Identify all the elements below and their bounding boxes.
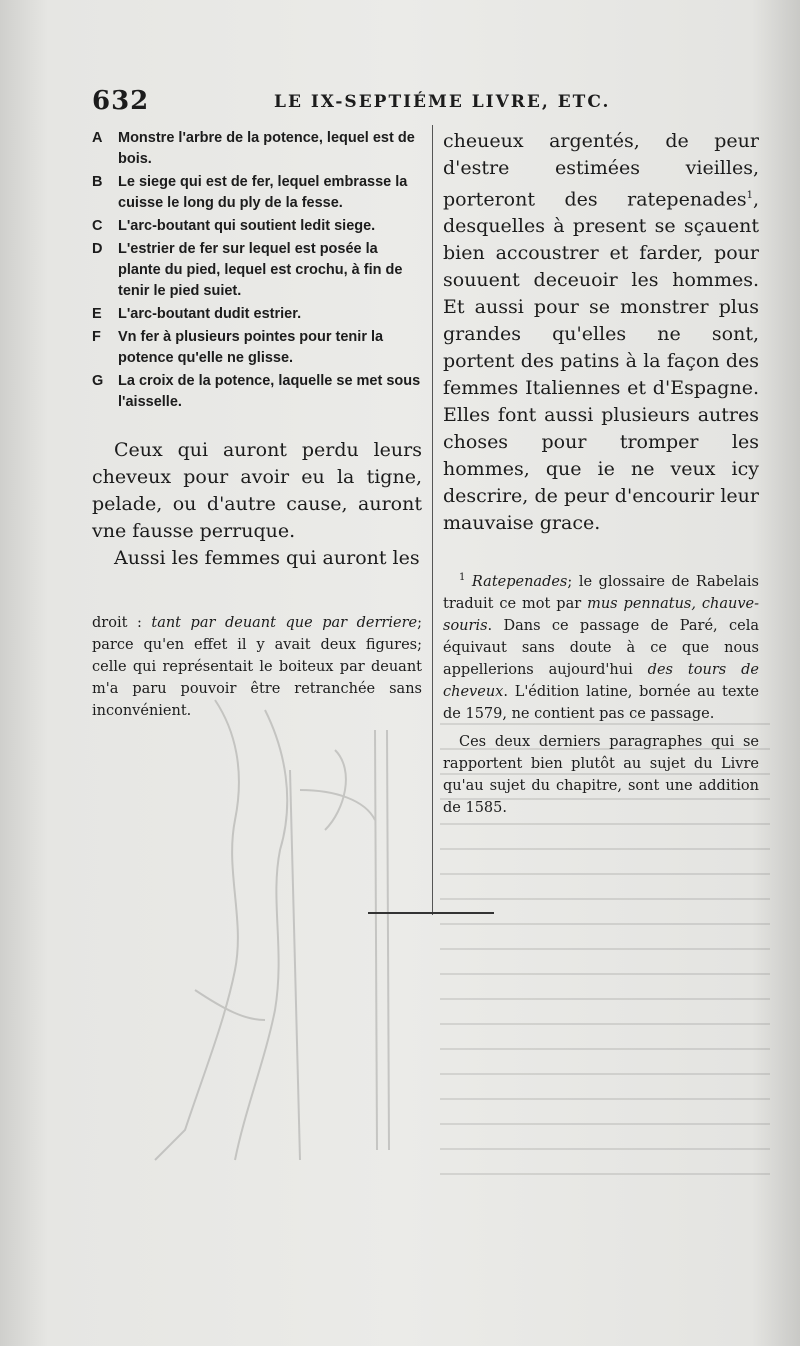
left-column <box>92 128 422 722</box>
body-paragraph: Aussi les femmes qui auront les <box>114 547 420 569</box>
right-column <box>443 128 759 819</box>
footnote <box>443 567 759 725</box>
page-number: 632 <box>92 86 150 116</box>
legend-text: Monstre l'arbre de la potence, lequel est de bois. <box>118 130 415 167</box>
legend-item <box>92 128 422 170</box>
note-text: droit : <box>92 615 152 631</box>
note-italic: Ratepenades <box>471 574 568 591</box>
footnote-continuation <box>92 612 422 722</box>
legend-item <box>92 327 422 369</box>
legend-item <box>92 304 422 325</box>
legend-text: L'arc-boutant dudit estrier. <box>118 306 302 322</box>
running-title: LE IX-SEPTIÉME LIVRE, ETC. <box>274 92 611 112</box>
legend-item <box>92 239 422 302</box>
legend-text: Vn fer à plusieurs pointes pour tenir la potence qu'elle ne glisse. <box>118 329 384 366</box>
legend-item <box>92 216 422 237</box>
footnote-reference: 1 <box>746 190 753 201</box>
legend-letter: C <box>92 218 103 234</box>
legend-letter: E <box>92 306 102 322</box>
body-text: , desquelles à present se sçauent bien accoustrer et farder, pour souuent deceuoir les hommes. Et aussi pour se monstrer plus grandes qu'elles ne sont, portent des patins à la façon des femmes Italiennes et d'Espagne. Elles font aussi plusieurs autres choses pour tromper les hommes, que ie ne veux icy descrire, de peur d'encourir leur mauvaise grace. <box>443 188 759 535</box>
body-text: cheueux argentés, de peur d'estre estimées vieilles, porteront des ratepenades <box>443 130 759 211</box>
note-text: ; le glossaire de Rabelais traduit ce mot par <box>443 574 759 613</box>
column-divider <box>432 125 433 915</box>
legend-letter: A <box>92 130 103 146</box>
footnote-rule <box>368 912 494 914</box>
bleed-through-figure <box>95 690 425 1190</box>
footnote-marker: 1 <box>459 572 466 584</box>
legend-letter: D <box>92 241 103 257</box>
legend-item <box>92 371 422 413</box>
legend-letter: G <box>92 373 104 389</box>
note-text: . Dans ce passage de Paré, cela équivaut sans doute à ce que nous appellerions aujourd'hui <box>443 618 759 679</box>
legend-letter: B <box>92 174 103 190</box>
note-text: ; parce qu'en effet il y avait deux figures; celle qui représentait le boiteux par deuant m'a paru pouvoir être retranchée sans inconvénient. <box>92 615 422 719</box>
body-paragraph: Ceux qui auront perdu leurs cheveux pour avoir eu la tigne, pelade, ou d'autre cause, auront vne fausse perruque. <box>92 439 422 542</box>
footnote: Ces deux derniers paragraphes qui se rapportent bien plutôt au sujet du Livre qu'au sujet du chapitre, sont une addition de 1585. <box>443 734 759 817</box>
legend-item <box>92 172 422 214</box>
legend-letter: F <box>92 329 101 345</box>
note-text: . L'édition latine, bornée au texte de 1579, ne contient pas ce passage. <box>443 684 759 723</box>
legend-text: La croix de la potence, laquelle se met sous l'aisselle. <box>118 373 421 410</box>
note-italic: mus pennatus, chauve-souris <box>443 596 760 635</box>
legend-text: L'estrier de fer sur lequel est posée la plante du pied, lequel est crochu, à fin de tenir le pied suiet. <box>118 241 403 299</box>
legend-text: L'arc-boutant qui soutient ledit siege. <box>118 218 376 234</box>
note-italic: tant par deuant que par derriere <box>151 615 418 631</box>
legend-text: Le siege qui est de fer, lequel embrasse la cuisse le long du ply de la fesse. <box>118 174 408 211</box>
note-italic: des tours de cheveux <box>443 662 759 701</box>
body-paragraph-continued <box>443 128 759 537</box>
running-head <box>92 86 760 120</box>
